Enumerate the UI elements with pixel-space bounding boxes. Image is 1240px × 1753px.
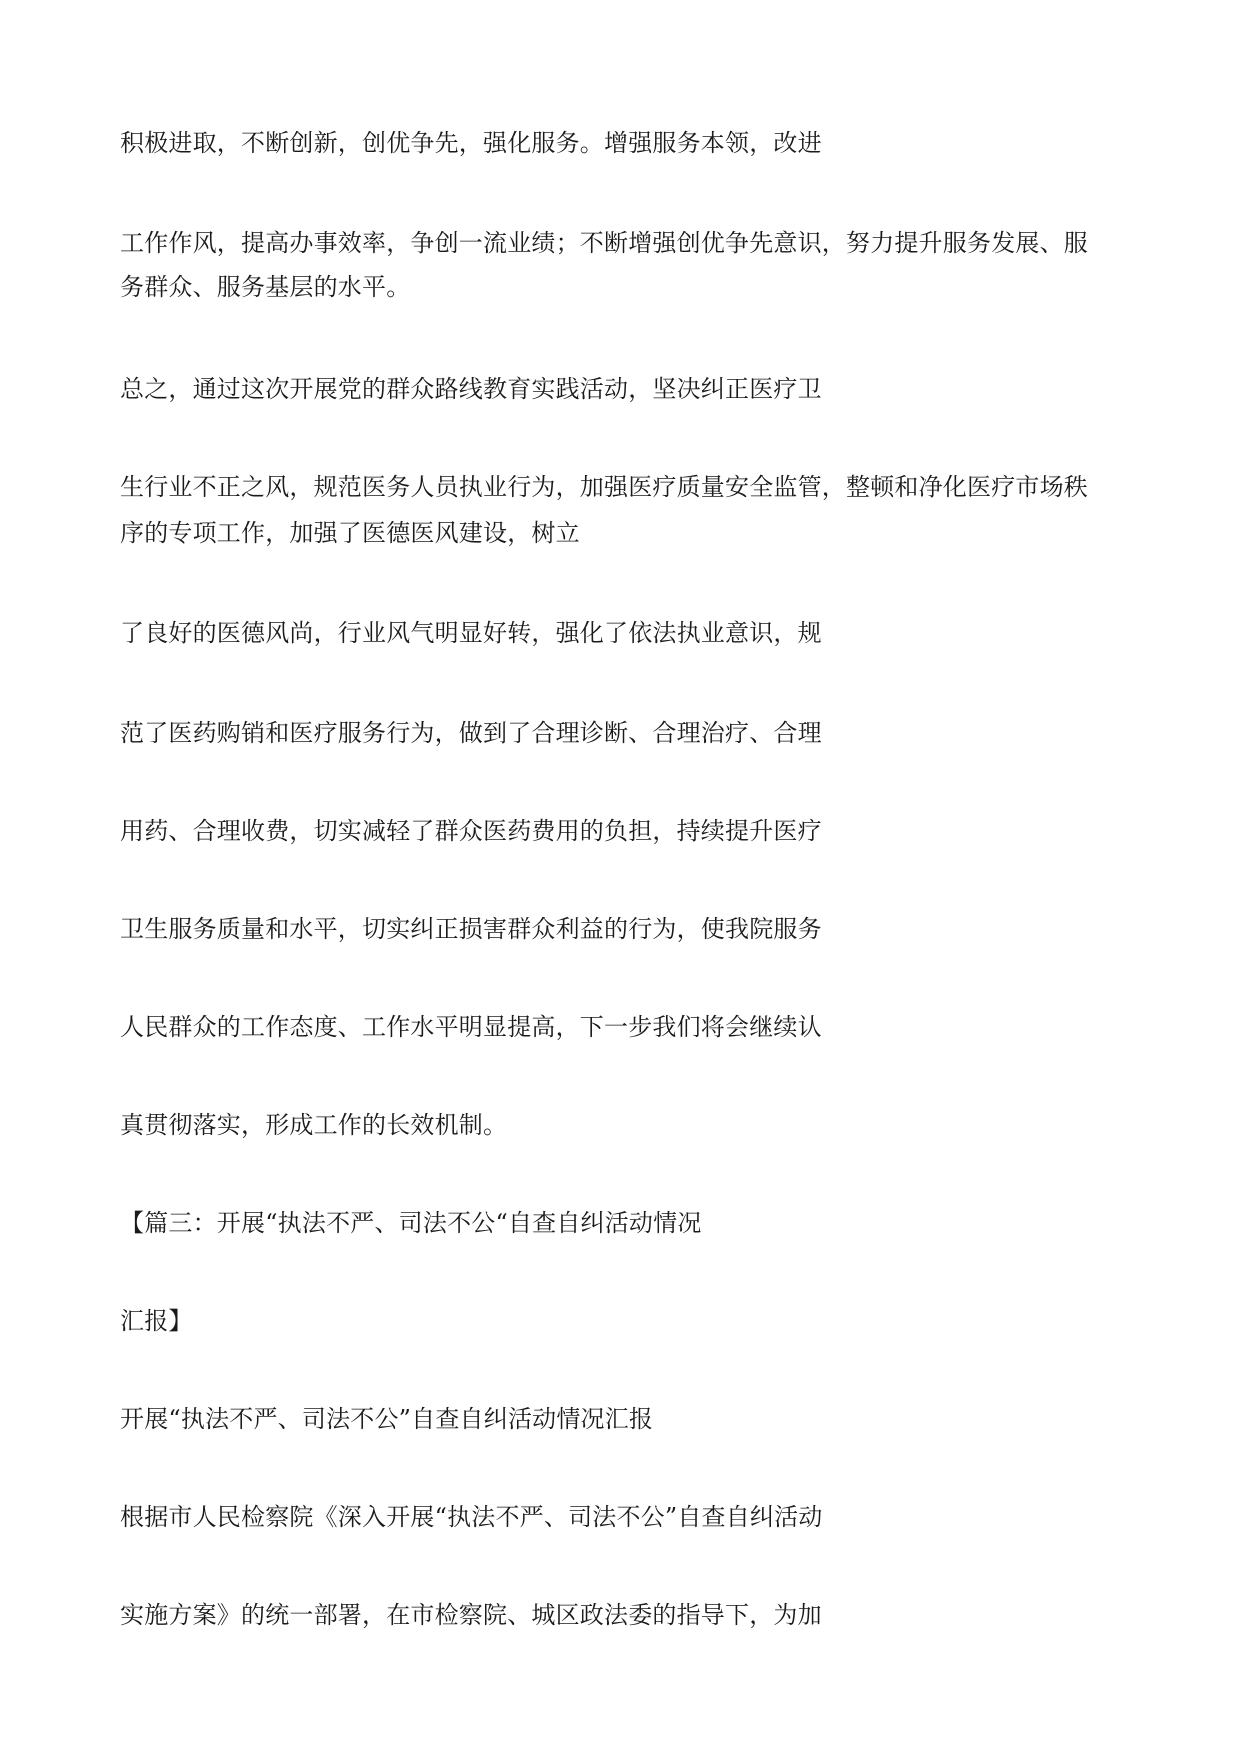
section-heading: 【篇三：开展“执法不严、司法不公“自查自纠活动情况 [120,1209,702,1237]
text-line: 人民群众的工作态度、工作水平明显提高，下一步我们将会继续认 [120,1013,822,1041]
text-line: 总之，通过这次开展党的群众路线教育实践活动，坚决纠正医疗卫 [120,375,822,403]
section-heading-continued: 汇报】 [120,1307,193,1335]
text-line: 序的专项工作，加强了医德医风建设，树立 [120,519,580,547]
text-line: 工作作风，提高办事效率，争创一流业绩；不断增强创优争先意识，努力提升服务发展、服 [120,229,1088,257]
document-title: 开展“执法不严、司法不公”自查自纠活动情况汇报 [120,1405,654,1433]
text-line: 根据市人民检察院《深入开展“执法不严、司法不公”自查自纠活动 [120,1503,823,1531]
text-line: 积极进取，不断创新，创优争先，强化服务。增强服务本领，改进 [120,129,822,157]
text-line: 实施方案》的统一部署，在市检察院、城区政法委的指导下，为加 [120,1601,822,1629]
text-line: 真贯彻落实，形成工作的长效机制。 [120,1111,508,1139]
text-line: 生行业不正之风，规范医务人员执业行为，加强医疗质量安全监管，整顿和净化医疗市场秩 [120,473,1088,501]
text-line: 卫生服务质量和水平，切实纠正损害群众利益的行为，使我院服务 [120,915,822,943]
text-line: 范了医药购销和医疗服务行为，做到了合理诊断、合理治疗、合理 [120,719,822,747]
text-line: 用药、合理收费，切实减轻了群众医药费用的负担，持续提升医疗 [120,817,822,845]
text-line: 务群众、服务基层的水平。 [120,273,411,301]
text-line: 了良好的医德风尚，行业风气明显好转，强化了依法执业意识，规 [120,619,822,647]
